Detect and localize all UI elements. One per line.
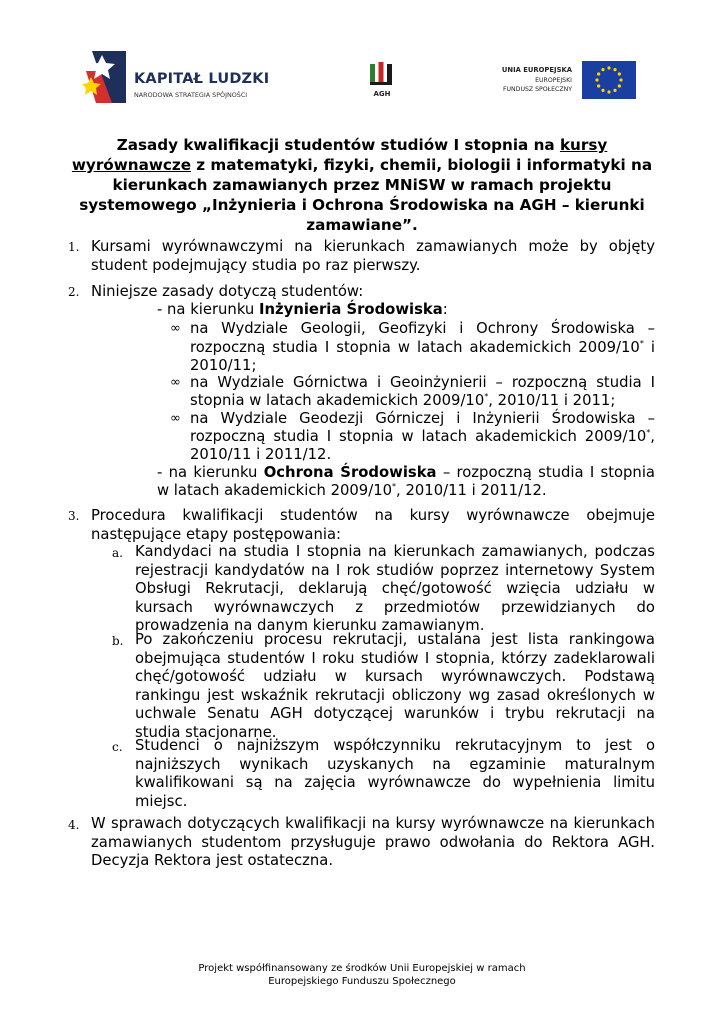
eu-logo <box>494 61 636 101</box>
title-part-2: z matematyki, fizyki, chemii, biologii i informatyki na <box>191 156 653 174</box>
bullet-1-tail: i <box>643 339 655 356</box>
infinity-bullet-icon: ∞ <box>170 375 181 390</box>
os-prefix: - na kierunku <box>157 464 264 481</box>
title-underlined-2: wyrównawcze <box>71 156 192 174</box>
agh-label: AGH <box>373 90 391 98</box>
title-line-1 <box>70 135 654 155</box>
os-name: Ochrona Środowiska <box>263 464 437 481</box>
section-1-text: Kursami wyrównawczymi na kierunkach zamawianych może by objęty student podejmujący studia po raz pierwszy. <box>91 238 655 274</box>
eu-star <box>597 84 600 87</box>
eu-star <box>607 90 610 93</box>
os-tail: , 2010/11 i 2011/12. <box>396 482 547 499</box>
kierunek-ochrona-line-2 <box>157 482 547 501</box>
bullet-1-line-3: 2010/11; <box>190 357 257 374</box>
os-text: w latach akademickich 2009/10 <box>157 482 393 499</box>
eu-line-1: UNIA EUROPEJSKA <box>501 66 572 74</box>
eu-text <box>502 66 572 95</box>
title-line-3: kierunkach zamawianych przez MNiSW w ramach projektu <box>112 176 612 194</box>
bullet-3-text: rozpoczną studia I stopnia w latach akademickich 2009/10 <box>190 428 647 445</box>
footer-line-1: Projekt współfinansowany ze środków Unii Europejskiej w ramach <box>198 963 526 974</box>
eu-line-3: FUNDUSZ SPOŁECZNY <box>502 86 572 93</box>
eu-line-2: EUROPEJSKI <box>535 76 572 84</box>
footer-line-2: Europejskiego Funduszu Społecznego <box>268 976 456 987</box>
infinity-bullet-icon: ∞ <box>170 411 181 426</box>
bullet-3-line-2 <box>190 428 655 447</box>
eu-star <box>618 84 621 87</box>
title-line-4: systemowego „Inżynieria i Ochrona Środowiska na AGH – kierunki <box>79 196 645 214</box>
kapital-ludzki-title: KAPITAŁ LUDZKI <box>134 71 270 87</box>
eu-star <box>618 72 621 75</box>
item-c-text: Studenci o najniższym współczynniku rekrutacyjnym to jest o najniższych wynikach uzyskanych na egzaminie maturalnym kwalifikowani są na zajęcia wyrównawcze do wypełnienia limitu miejsc. <box>135 737 655 810</box>
section-3-number: 3. <box>68 509 80 523</box>
agh-emblem-icon <box>368 60 394 88</box>
ie-name: Inżynieria Środowiska <box>259 301 443 318</box>
os-suffix: – rozpoczną studia I stopnia <box>436 464 655 481</box>
bullet-2-tail: , 2010/11 i 2011; <box>488 392 616 409</box>
eu-star <box>619 78 622 81</box>
kapital-ludzki-logo <box>82 49 272 105</box>
footer <box>0 962 724 988</box>
section-1-number: 1. <box>68 240 80 254</box>
section-2-number: 2. <box>68 285 80 299</box>
bullet-1-line-2 <box>190 339 655 358</box>
bullet-2-line-1: na Wydziale Górnictwa i Geoinżynierii – rozpoczną studia I <box>190 374 655 391</box>
agh-logo <box>366 60 398 102</box>
bullet-1-line-1: na Wydziale Geologii, Geofizyki i Ochrony Środowiska – <box>190 320 655 337</box>
title-line-2 <box>70 155 654 175</box>
bullet-3-tail: , <box>650 428 655 445</box>
kapital-ludzki-subtitle: NARODOWA STRATEGIA SPÓJNOŚCI <box>134 91 248 99</box>
ie-prefix: - na kierunku <box>157 301 260 318</box>
section-4-text: W sprawach dotyczących kwalifikacji na kursy wyrównawcze na kierunkach zamawianych studentom przysługuje prawo odwołania do Rektora AGH. Decyzja Rektora jest ostateczna. <box>91 815 655 870</box>
title-underlined-1: kursy <box>559 136 608 154</box>
eu-star <box>613 68 616 71</box>
eu-flag-icon <box>582 61 636 99</box>
bullet-2-text: stopnia w latach akademickich 2009/10 <box>190 392 485 409</box>
bullet-1-text: rozpoczną studia I stopnia w latach akademickich 2009/10 <box>190 339 640 356</box>
infinity-bullet-icon: ∞ <box>170 321 181 336</box>
kapital-ludzki-emblem-icon <box>82 49 130 105</box>
document-title <box>70 135 654 235</box>
item-b-text: Po zakończeniu procesu rekrutacji, ustalana jest lista rankingowa obejmująca studentów I roku studiów I stopnia, którzy zadeklarowali chęć/gotowość udziału w kursach wyrównawczych. Podstawą rankingu jest wskaźnik rekrutacji obliczony wg zasad określonych w uchwale Senatu AGH dotyczącej warunków i trybu rekrutacji na studia stacjonarne. <box>135 631 655 741</box>
eu-star <box>601 68 604 71</box>
footnote-star: * <box>646 428 651 438</box>
section-3-intro: Procedura kwalifikacji studentów na kursy wyrównawcze obejmuje następujące etapy postępowania: <box>91 507 655 543</box>
bullet-3-line-1: na Wydziale Geodezji Górniczej i Inżynierii Środowiska – <box>190 410 655 427</box>
eu-star <box>613 89 616 92</box>
section-2-intro: Niniejsze zasady dotyczą studentów: <box>91 283 364 300</box>
title-part-1: Zasady kwalifikacji studentów studiów I stopnia na <box>116 136 560 154</box>
bullet-3-line-3: 2010/11 i 2011/12. <box>190 446 332 463</box>
footnote-star: * <box>392 482 397 492</box>
section-4-number: 4. <box>68 818 80 832</box>
item-a-text: Kandydaci na studia I stopnia na kierunkach zamawianych, podczas rejestracji kandydatów na I rok studiów poprzez internetowy System Obsługi Rekrutacji, deklarują chęć/gotowość wzięcia udziału w kursach wyrównawczych z przedmiotów przewidzianych do prowadzenia na danym kierunku zamawianym. <box>135 543 655 635</box>
title-line-5: zamawiane”. <box>306 216 418 234</box>
item-b-label: b. <box>112 634 124 648</box>
ie-suffix: : <box>442 301 448 318</box>
bullet-2-line-2 <box>190 392 615 411</box>
kierunek-ochrona-line <box>157 464 655 483</box>
eu-star <box>595 78 598 81</box>
eu-star <box>607 66 610 69</box>
kierunek-inzynieria-line <box>157 301 448 320</box>
eu-star <box>597 72 600 75</box>
item-c-label: c. <box>112 740 123 754</box>
eu-star <box>601 89 604 92</box>
footnote-star: * <box>639 339 644 349</box>
item-a-label: a. <box>112 546 123 560</box>
footnote-star: * <box>484 392 489 402</box>
